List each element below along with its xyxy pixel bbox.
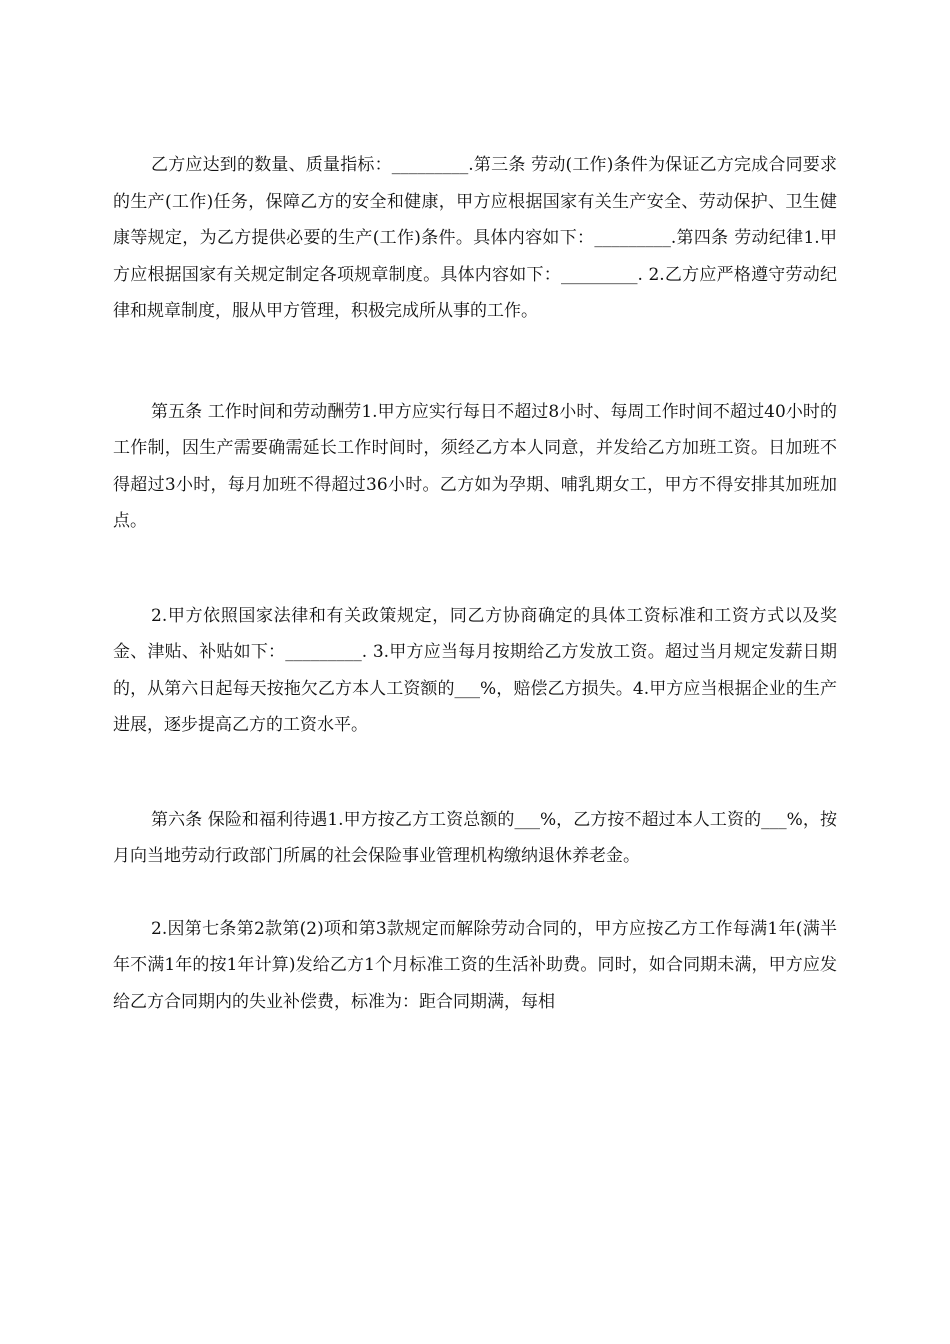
paragraph-spacer <box>113 540 837 598</box>
paragraph-article-5-item-2: 2.甲方依照国家法律和有关政策规定，同乙方协商确定的具体工资标准和工资方式以及奖金、津贴、补贴如下：_________. 3.甲方应当每月按期给乙方发放工资。超过当月规定发薪日期的，从第六日起每天按拖欠乙方本人工资额的___%，赔偿乙方损失。4.甲方应当根据企业的生产进展，逐步提高乙方的工资水平。 <box>113 605 837 735</box>
document-body <box>113 147 837 1020</box>
paragraph-spacer <box>113 744 837 802</box>
paragraph-article-3-4: 乙方应达到的数量、质量指标：_________.第三条 劳动(工作)条件为保证乙方完成合同要求的生产(工作)任务，保障乙方的安全和健康，甲方应根据国家有关生产安全、劳动保护、卫生健康等规定，为乙方提供必要的生产(工作)条件。具体内容如下：_________.第四条 劳动纪律1.甲方应根据国家有关规定制定各项规章制度。具体内容如下：_________. 2.乙方应严格遵守劳动纪律和规章制度，服从甲方管理，积极完成所从事的工作。 <box>113 155 837 321</box>
paragraph-spacer <box>113 330 837 394</box>
paragraph-spacer <box>113 875 837 911</box>
paragraph-article-6-item-2: 2.因第七条第2款第(2)项和第3款规定而解除劳动合同的，甲方应按乙方工作每满1年(满半年不满1年的按1年计算)发给乙方1个月标准工资的生活补助费。同时，如合同期未满，甲方应发给乙方合同期内的失业补偿费，标准为：距合同期满，每相 <box>113 918 837 1012</box>
paragraph-article-6-item-1: 第六条 保险和福利待遇1.甲方按乙方工资总额的___%，乙方按不超过本人工资的___%，按月向当地劳动行政部门所属的社会保险事业管理机构缴纳退休养老金。 <box>113 809 837 866</box>
paragraph-article-5-item-1: 第五条 工作时间和劳动酬劳1.甲方应实行每日不超过8小时、每周工作时间不超过40小时的工作制，因生产需要确需延长工作时间时，须经乙方本人同意，并发给乙方加班工资。日加班不得超过3小时，每月加班不得超过36小时。乙方如为孕期、哺乳期女工，甲方不得安排其加班加点。 <box>113 401 837 531</box>
